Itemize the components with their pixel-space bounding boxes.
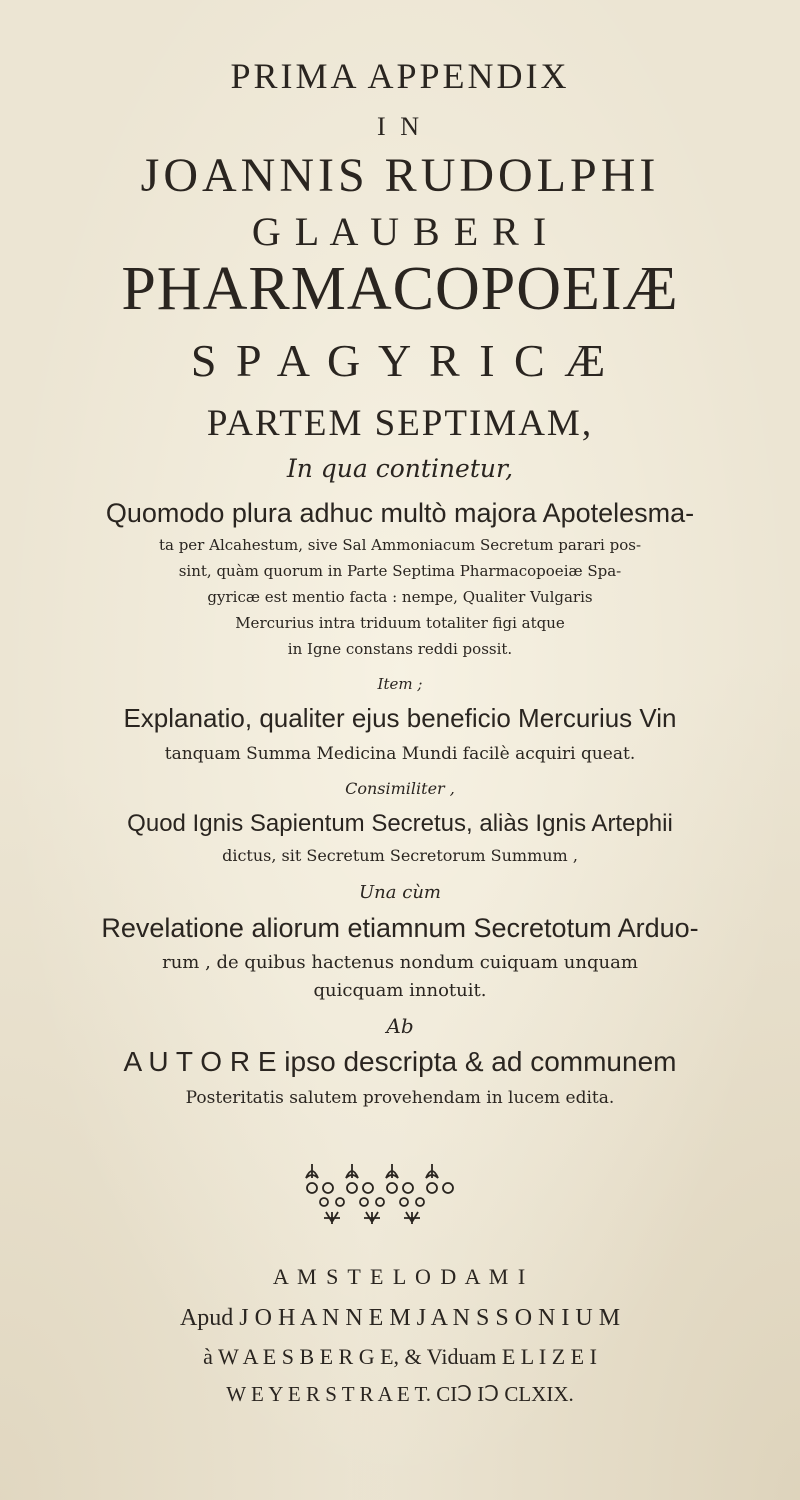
ornament-top-row <box>306 1164 438 1178</box>
title-line-glauberi: G L A U B E R I <box>251 209 549 254</box>
imprint-city: A M S T E L O D A M I <box>272 1264 528 1289</box>
para1-line5: Mercurius intra triduum totaliter figi atque <box>235 614 565 632</box>
fleuron-ornament-icon <box>300 1158 500 1230</box>
para1-line2: ta per Alcahestum, sive Sal Ammoniacum Secretum parari pos- <box>158 536 642 554</box>
imprint-line2: à W A E S B E R G E, & Viduam E L I Z E I <box>203 1344 597 1369</box>
title-line-author-name: JOANNIS RUDOLPHI <box>140 149 660 202</box>
para4-line3: quicquam innotuit. <box>313 980 487 1001</box>
para2-line1: Explanatio, qualiter ejus beneficio Mercurius Vin <box>123 703 677 733</box>
para1-line3: sint, quàm quorum in Parte Septima Pharmacopoeiæ Spa- <box>178 562 622 580</box>
para1-line4: gyricæ est mentio facta : nempe, Qualiter Vulgaris <box>207 588 593 606</box>
title-line-prima-appendix: PRIMA APPENDIX <box>230 56 570 96</box>
imprint-line1: Apud J O H A N N E M J A N S S O N I U M <box>179 1305 621 1331</box>
ornament-bottom-row <box>324 1212 420 1224</box>
author-line1: A U T O R E ipso descripta & ad communem <box>123 1046 677 1077</box>
item-label: Item ; <box>377 675 423 693</box>
para4-line2: rum , de quibus hactenus nondum cuiquam unquam <box>162 952 638 973</box>
author-line2: Posteritatis salutem provehendam in lucem edita. <box>185 1088 615 1108</box>
para1-line6: in Igne constans reddi possit. <box>287 640 513 658</box>
para4-line1: Revelatione aliorum etiamnum Secretotum Arduo- <box>101 913 699 943</box>
title-line-spagyricae: S P A G Y R I C Æ <box>190 335 610 386</box>
una-cum-label: Una cùm <box>359 882 441 903</box>
para3-line2: dictus, sit Secretum Secretorum Summum , <box>222 846 578 865</box>
para1-line1: Quomodo plura adhuc multò majora Apotelesma- <box>105 498 695 528</box>
title-line-in: I N <box>377 112 423 141</box>
title-line-pharmacopoeiae: PHARMACOPOEIÆ <box>121 255 679 323</box>
title-line-partem-septimam: PARTEM SEPTIMAM, <box>206 403 594 444</box>
para2-line2: tanquam Summa Medicina Mundi facilè acquiri queat. <box>164 744 636 764</box>
subtitle-in-qua: In qua continetur, <box>286 454 514 483</box>
ornament-middle-row <box>307 1183 453 1206</box>
consimiliter-label: Consimiliter , <box>345 779 455 798</box>
ab-label: Ab <box>386 1014 414 1038</box>
imprint-line3: W E Y E R S T R A E T. CIↃ IↃ CLXIX. <box>226 1382 574 1406</box>
para3-line1: Quod Ignis Sapientum Secretus, aliàs Ignis Artephii <box>127 810 673 837</box>
